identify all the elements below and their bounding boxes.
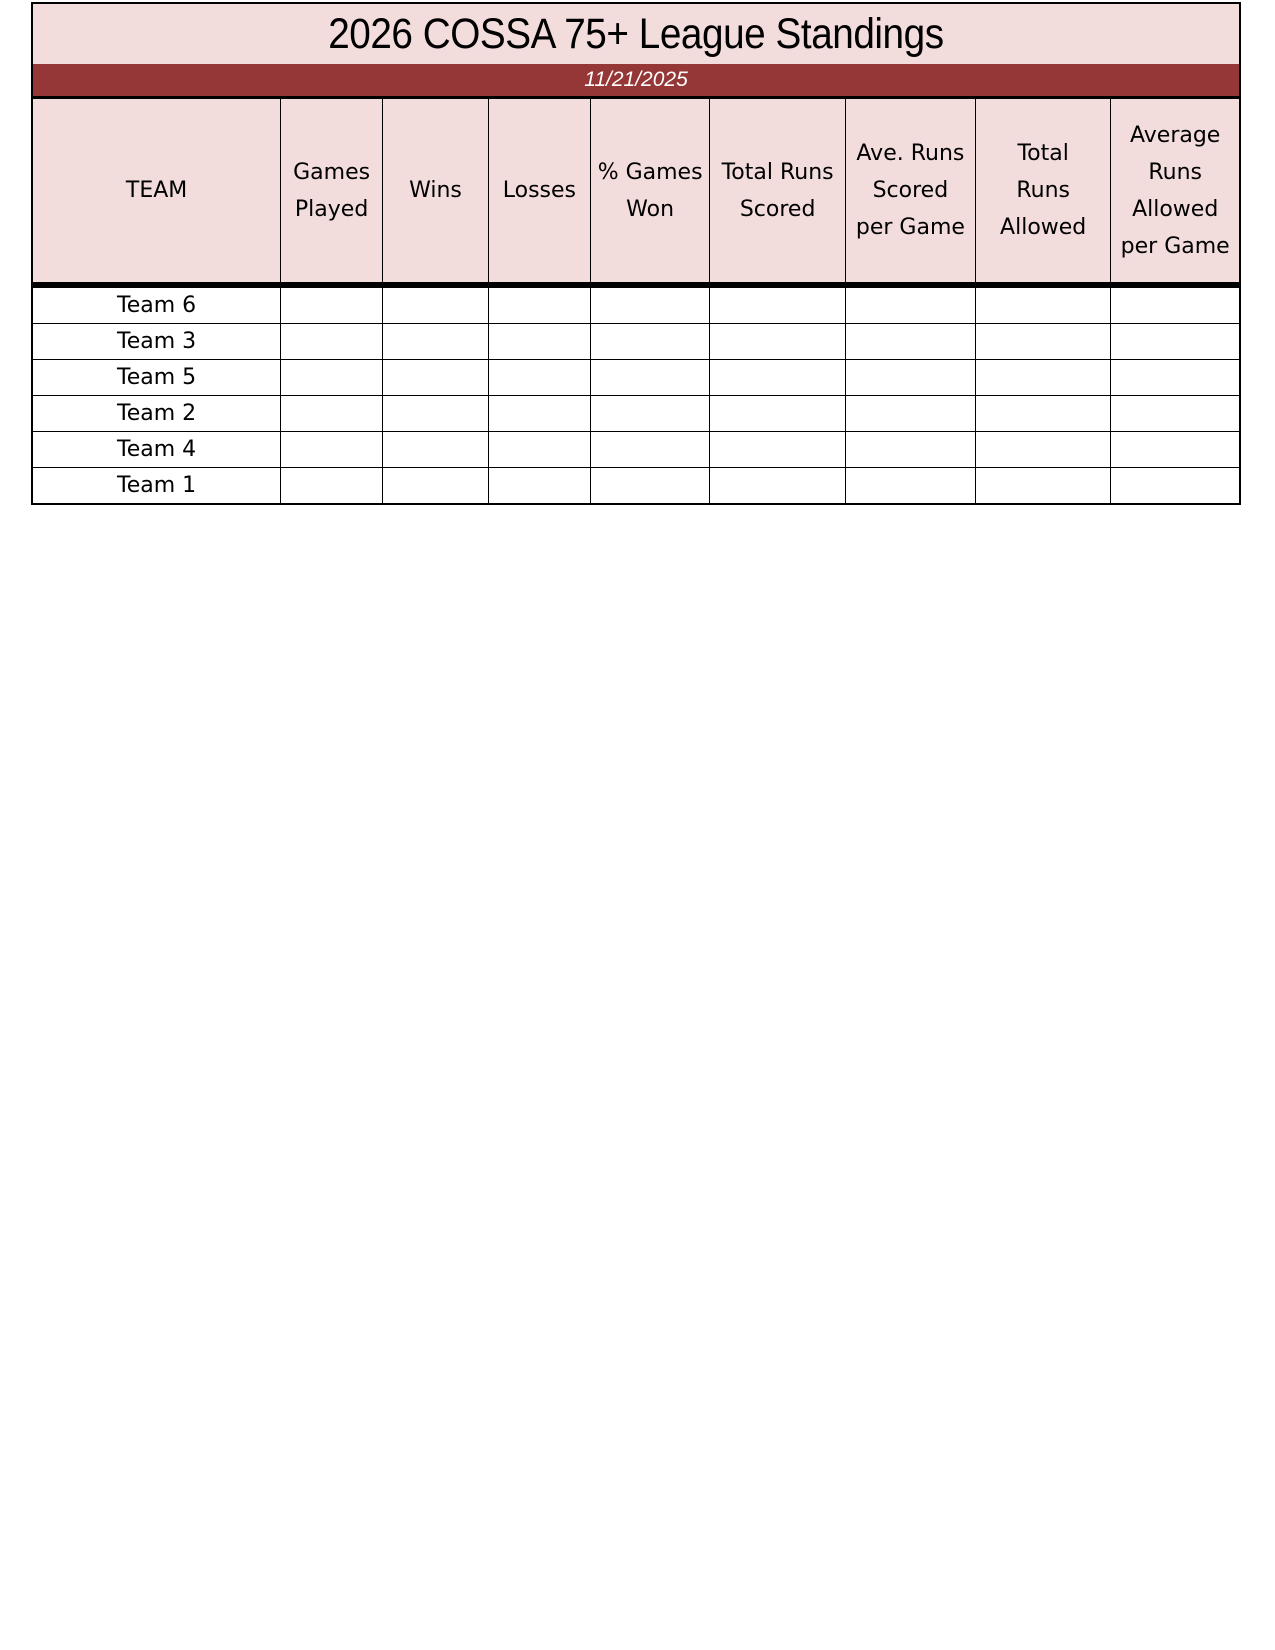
date-text: 11/21/2025: [584, 68, 688, 91]
stat-cell-games-played: [281, 432, 383, 468]
stat-cell-ave-runs-scored-per-game: [845, 468, 975, 504]
stat-cell-games-played: [281, 360, 383, 396]
table-row: [33, 324, 1239, 360]
stat-cell-games-played: [281, 468, 383, 504]
stat-cell-total-runs-scored: [710, 360, 845, 396]
stat-cell-average-runs-allowed-per-game: [1111, 324, 1239, 360]
stat-cell-average-runs-allowed-per-game: [1111, 396, 1239, 432]
column-header-line: per Game: [855, 215, 965, 240]
stat-cell-total-runs-allowed: [975, 432, 1110, 468]
stat-cell-losses: [489, 396, 591, 432]
stat-cell-ave-runs-scored-per-game: [845, 324, 975, 360]
stat-cell-total-runs-scored: [710, 432, 845, 468]
stat-cell-pct-games-won: [590, 396, 710, 432]
stat-cell-total-runs-scored: [710, 396, 845, 432]
column-header-line: Total Runs: [721, 159, 834, 185]
column-header-line: Wins: [409, 178, 462, 203]
stat-cell-ave-runs-scored-per-game: [845, 432, 975, 468]
team-name-cell: Team 1: [33, 468, 281, 504]
title-text: 2026 COSSA 75+ League Standings: [328, 9, 944, 58]
table-row: [33, 396, 1239, 432]
column-header-line: Runs: [1148, 159, 1202, 185]
column-header-line: TEAM: [125, 178, 188, 203]
column-header-line: Average: [1130, 122, 1221, 148]
stat-cell-total-runs-scored: [710, 285, 845, 324]
stat-cell-average-runs-allowed-per-game: [1111, 285, 1239, 324]
date-banner: [33, 64, 1239, 99]
team-name-cell: Team 4: [33, 432, 281, 468]
column-header-pct-games-won: [590, 99, 710, 285]
stat-cell-games-played: [281, 285, 383, 324]
standings-sheet: [31, 2, 1241, 505]
stat-cell-pct-games-won: [590, 432, 710, 468]
stat-cell-wins: [383, 324, 489, 360]
team-name-cell: Team 2: [33, 396, 281, 432]
column-header-line: Allowed: [1000, 215, 1087, 240]
team-name-cell: Team 3: [33, 324, 281, 360]
column-header-line: Played: [294, 196, 369, 222]
stat-cell-games-played: [281, 324, 383, 360]
team-name-cell: Team 6: [117, 293, 197, 318]
stat-cell-total-runs-allowed: [975, 285, 1110, 324]
table-row: [33, 285, 1239, 324]
stat-cell-total-runs-scored: [710, 324, 845, 360]
column-header-line: Scored: [739, 196, 816, 222]
column-header-average-runs-allowed-per-game: [1111, 99, 1239, 285]
stat-cell-wins: [383, 468, 489, 504]
stat-cell-losses: [489, 324, 591, 360]
column-header-line: Won: [626, 196, 675, 222]
column-header-line: Games: [293, 159, 371, 185]
standings-table: [33, 99, 1239, 503]
column-header-wins: [383, 99, 489, 285]
column-header-line: Allowed: [1132, 196, 1219, 222]
header-row: [33, 99, 1239, 285]
stat-cell-wins: [383, 285, 489, 324]
stat-cell-losses: [489, 432, 591, 468]
table-row: [33, 360, 1239, 396]
stat-cell-total-runs-allowed: [975, 396, 1110, 432]
stat-cell-average-runs-allowed-per-game: [1111, 360, 1239, 396]
stat-cell-pct-games-won: [590, 468, 710, 504]
stat-cell-wins: [383, 396, 489, 432]
stat-cell-losses: [489, 360, 591, 396]
table-row: [33, 432, 1239, 468]
stat-cell-losses: [489, 468, 591, 504]
stat-cell-average-runs-allowed-per-game: [1111, 432, 1239, 468]
stat-cell-losses: [489, 285, 591, 324]
stat-cell-games-played: [281, 396, 383, 432]
stat-cell-pct-games-won: [590, 285, 710, 324]
team-name-cell: Team 5: [33, 360, 281, 396]
stat-cell-total-runs-allowed: [975, 360, 1110, 396]
stat-cell-wins: [383, 360, 489, 396]
column-header-total-runs-allowed: [975, 99, 1110, 285]
column-header-games-played: [281, 99, 383, 285]
column-header-line: Losses: [502, 178, 577, 203]
stat-cell-average-runs-allowed-per-game: [1111, 468, 1239, 504]
column-header-line: Runs: [1016, 178, 1070, 203]
stat-cell-pct-games-won: [590, 360, 710, 396]
stat-cell-ave-runs-scored-per-game: [845, 360, 975, 396]
stat-cell-ave-runs-scored-per-game: [845, 396, 975, 432]
stat-cell-total-runs-allowed: [975, 324, 1110, 360]
stat-cell-wins: [383, 432, 489, 468]
column-header-team: [33, 99, 281, 285]
table-row: [33, 468, 1239, 504]
column-header-line: % Games: [597, 159, 703, 185]
column-header-line: Scored: [872, 178, 949, 203]
stat-cell-pct-games-won: [590, 324, 710, 360]
column-header-total-runs-scored: [710, 99, 845, 285]
column-header-ave-runs-scored-per-game: [845, 99, 975, 285]
stat-cell-ave-runs-scored-per-game: [845, 285, 975, 324]
table-body: [33, 285, 1239, 503]
column-header-line: per Game: [1120, 233, 1230, 259]
column-header-losses: [489, 99, 591, 285]
page-title: [33, 4, 1239, 64]
stat-cell-total-runs-allowed: [975, 468, 1110, 504]
stat-cell-total-runs-scored: [710, 468, 845, 504]
column-header-line: Total: [1017, 141, 1069, 166]
column-header-line: Ave. Runs: [856, 141, 965, 166]
